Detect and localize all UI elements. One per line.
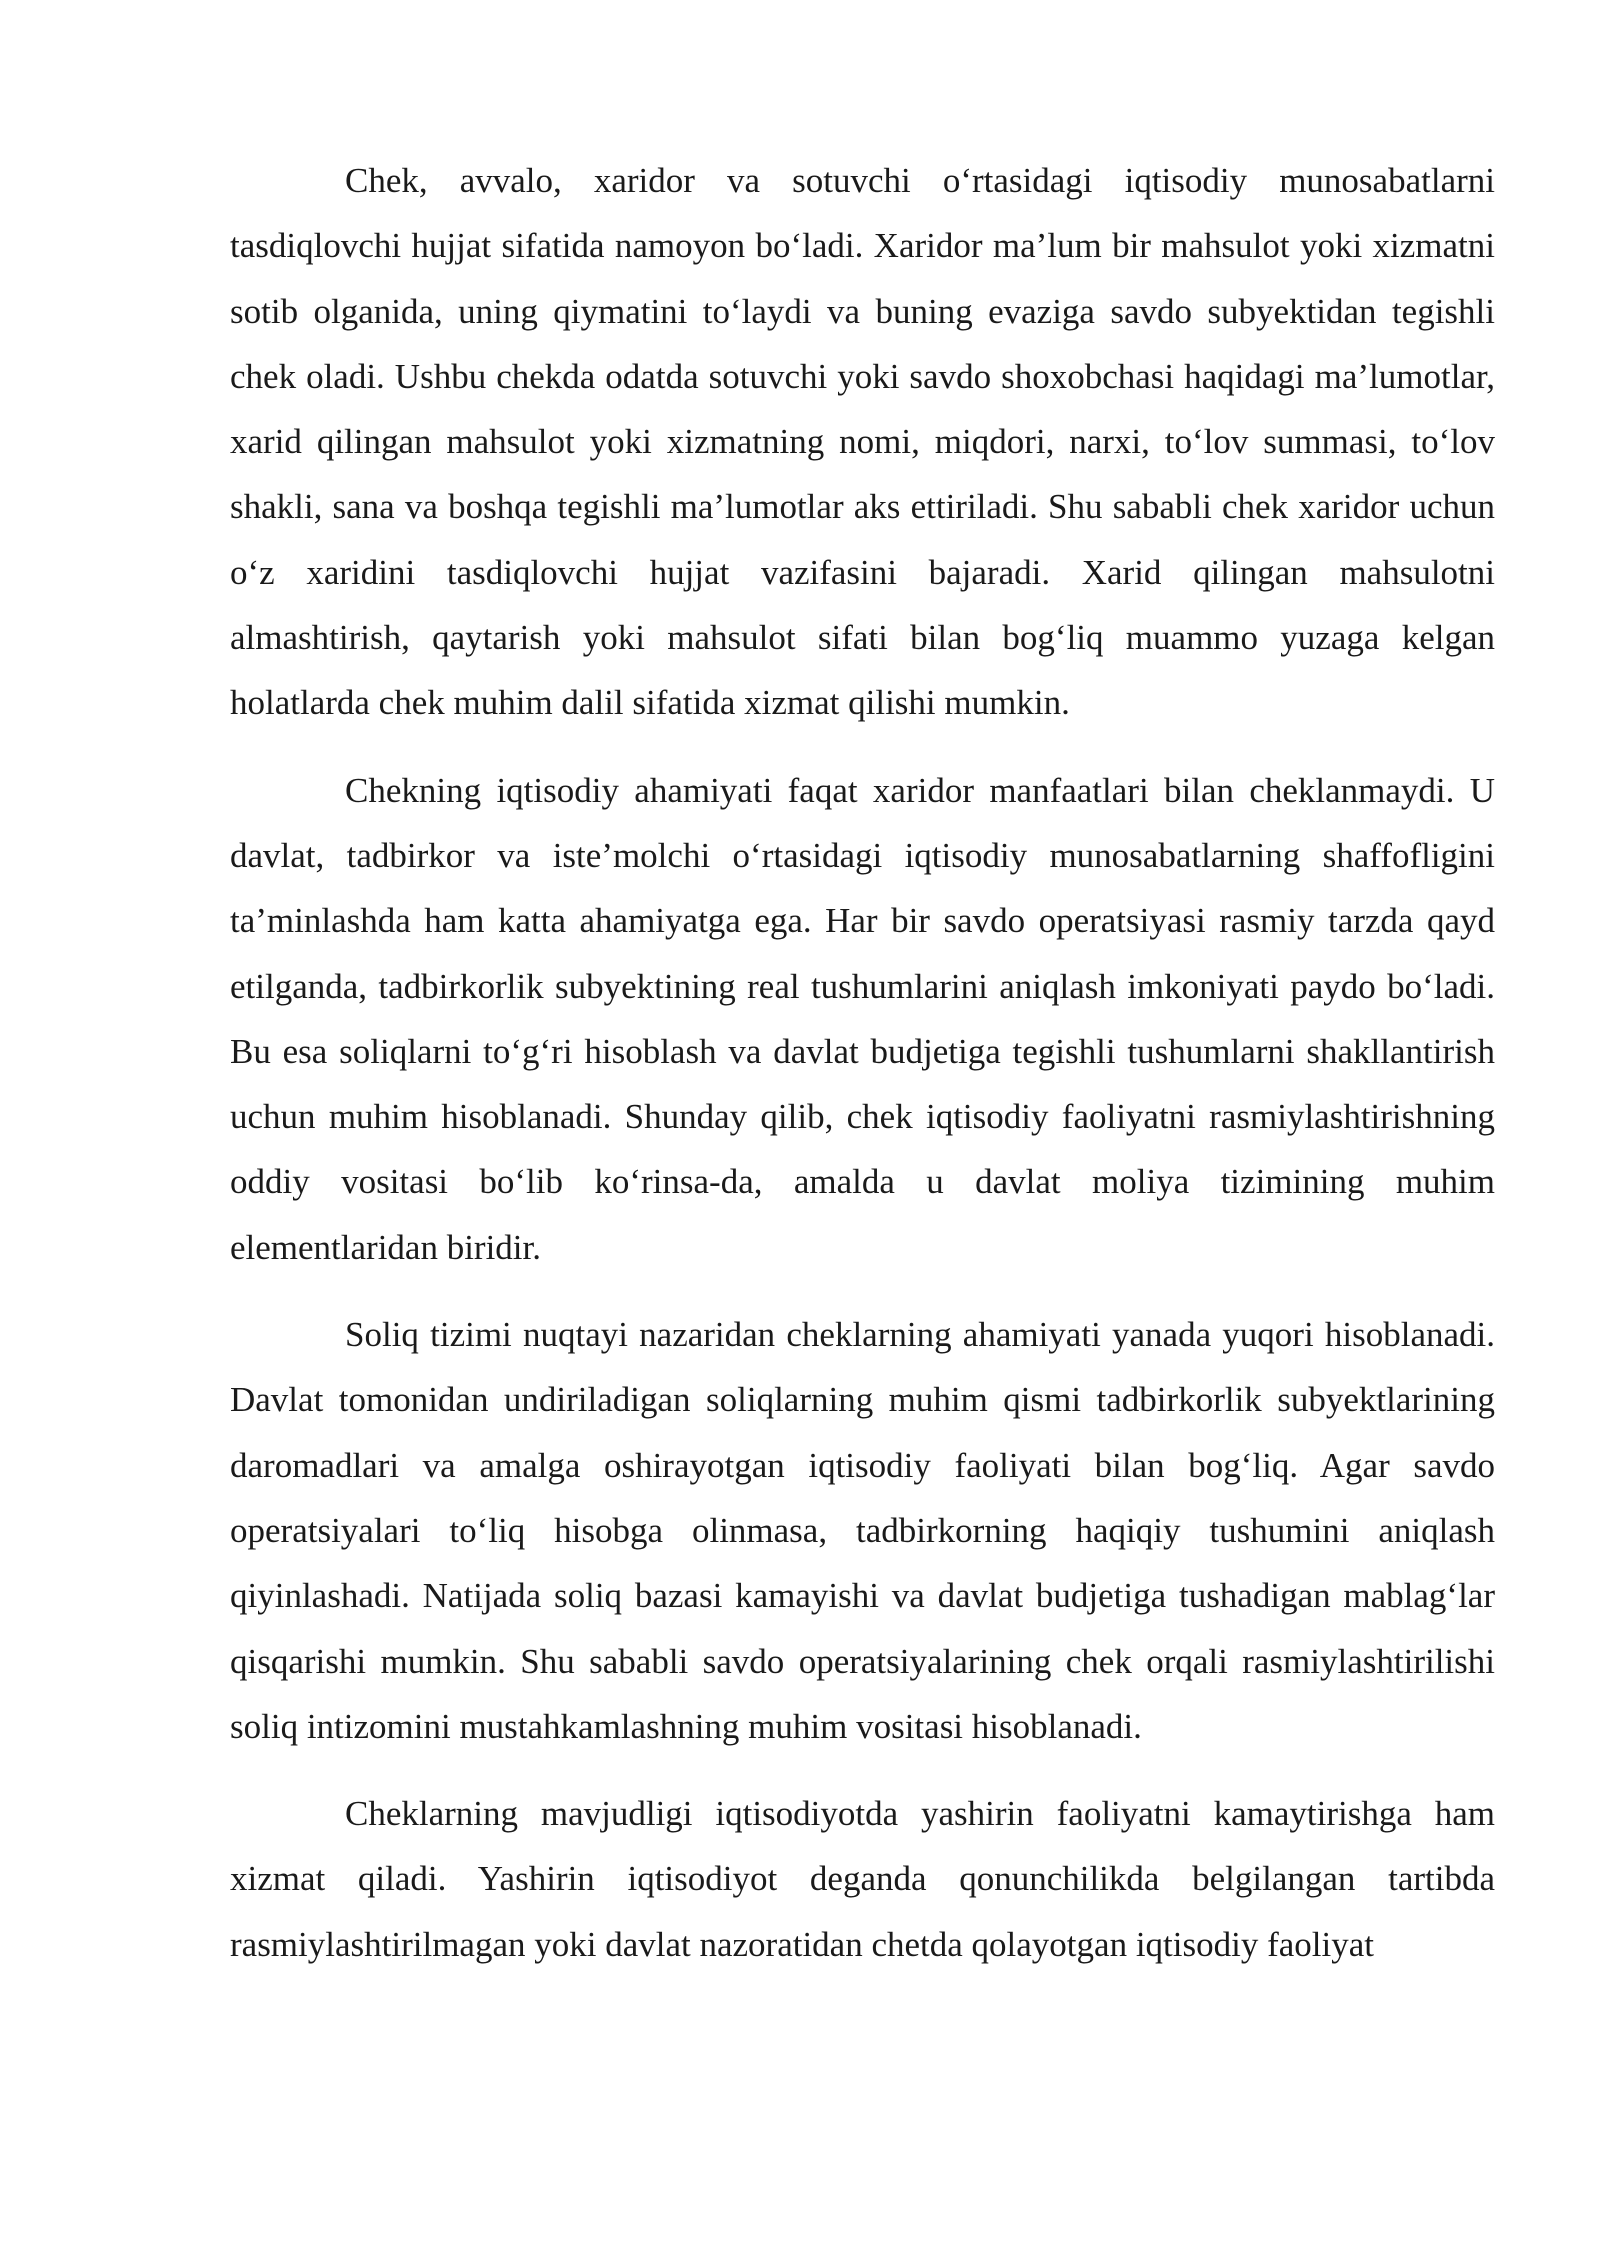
paragraph-4: Cheklarning mavjudligi iqtisodiyotda yashirin faoliyatni kamaytirishga ham xizmat qiladi. Yashirin iqtisodiyot deganda qonunchilikda belgilangan tartibda rasmiylashtirilmagan yoki davlat nazoratidan chetda qolayotgan iqtisodiy faoliyat: [230, 1794, 1495, 1964]
paragraph-2: Chekning iqtisodiy ahamiyati faqat xaridor manfaatlari bilan cheklanmaydi. U davlat, tadbirkor va iste’molchi o‘rtasidagi iqtisodiy munosabatlarning shaffofligini ta’minlashda ham katta ahamiyatga ega. Har bir savdo operatsiyasi rasmiy tarzda qayd etilganda, tadbirkorlik subyektining real tushumlarini aniqlash imkoniyati paydo bo‘ladi. Bu esa soliqlarni to‘g‘ri hisoblash va davlat budjetiga tegishli tushumlarni shakllantirish uchun muhim hisoblanadi. Shunday qilib, chek iqtisodiy faoliyatni rasmiylashtirishning oddiy vositasi bo‘lib ko‘rinsa-da, amalda u davlat moliya tizimining muhim elementlaridan biridir.: [230, 770, 1495, 1267]
document-body: [230, 148, 1495, 1999]
paragraph-1: Chek, avvalo, xaridor va sotuvchi o‘rtasidagi iqtisodiy munosabatlarni tasdiqlovchi hujjat sifatida namoyon bo‘ladi. Xaridor ma’lum bir mahsulot yoki xizmatni sotib olganida, uning qiymatini to‘laydi va buning evaziga savdo subyektidan tegishli chek oladi. Ushbu chekda odatda sotuvchi yoki savdo shoxobchasi haqidagi ma’lumotlar, xarid qilingan mahsulot yoki xizmatning nomi, miqdori, narxi, to‘lov summasi, to‘lov shakli, sana va boshqa tegishli ma’lumotlar aks ettiriladi. Shu sababli chek xaridor uchun o‘z xaridini tasdiqlovchi hujjat vazifasini bajaradi. Xarid qilingan mahsulotni almashtirish, qaytarish yoki mahsulot sifati bilan bog‘liq muammo yuzaga kelgan holatlarda chek muhim dalil sifatida xizmat qilishi mumkin.: [230, 161, 1495, 723]
paragraph-3: Soliq tizimi nuqtayi nazaridan cheklarning ahamiyati yanada yuqori hisoblanadi. Davlat tomonidan undiriladigan soliqlarning muhim qismi tadbirkorlik subyektlarining daromadlari va amalga oshirayotgan iqtisodiy faoliyati bilan bog‘liq. Agar savdo operatsiyalari to‘liq hisobga olinmasa, tadbirkorning haqiqiy tushumini aniqlash qiyinlashadi. Natijada soliq bazasi kamayishi va davlat budjetiga tushadigan mablag‘lar qisqarishi mumkin. Shu sababli savdo operatsiyalarining chek orqali rasmiylashtirilishi soliq intizomini mustahkamlashning muhim vositasi hisoblanadi.: [230, 1315, 1495, 1746]
